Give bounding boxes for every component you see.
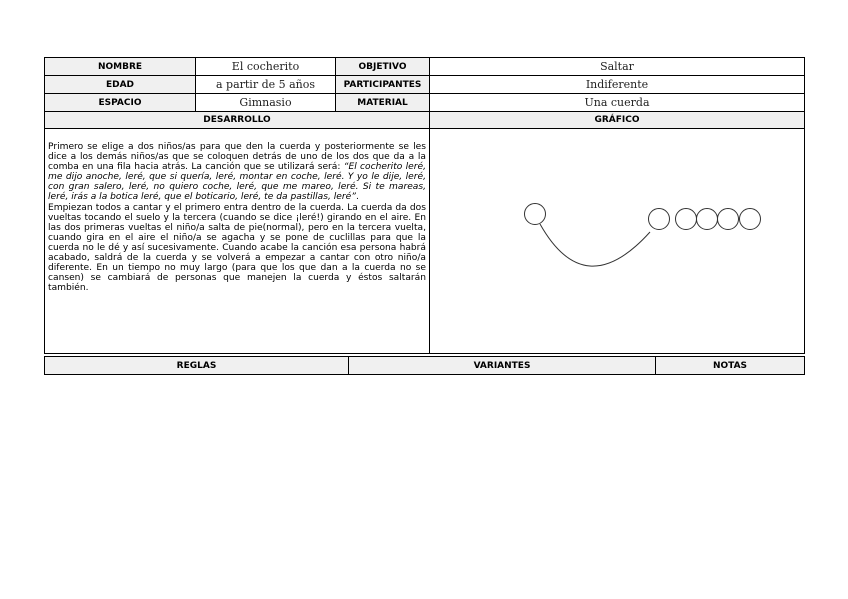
row-section-content	[45, 129, 805, 354]
notas-header: NOTAS	[656, 357, 805, 375]
desarrollo-text	[45, 129, 429, 293]
row-section-headers	[45, 112, 805, 129]
objetivo-value: Saltar	[430, 58, 805, 76]
grafico-header: GRÁFICO	[430, 112, 805, 129]
child-queue-icon	[740, 209, 761, 230]
material-value: Una cuerda	[430, 94, 805, 112]
rope-arc-icon	[540, 224, 650, 266]
row-rules-headers	[45, 357, 805, 375]
row-edad	[45, 76, 805, 94]
participantes-label: PARTICIPANTES	[336, 76, 430, 94]
desarrollo-cell	[45, 129, 430, 354]
grafico-cell	[430, 129, 805, 354]
desarrollo-paragraph-2: Empiezan todos a cantar y el primero entra dentro de la cuerda. La cuerda da dos vueltas tocando el suelo y la tercera (cuando se dice ¡leré!) girando en el aire. En las dos primeras vueltas el niño/a salta de pie(normal), pero en la tercera vuelta, cuando gira en el aire el niño/a se agacha y se pone de cuclillas para que la cuerda no le dé y así sucesivamente. Cuando acabe la canción esa persona habrá acabado, saldrá de la cuerda y se volverá a empezar a cantar con otro niño/a diferente. En un tiempo no muy largo (para que los que dan a la cuerda no se cansen) se cambiará de personas que manejen la cuerda y éstos saltarán también.	[48, 202, 426, 294]
edad-label: EDAD	[45, 76, 196, 94]
row-nombre	[45, 58, 805, 76]
child-queue-icon	[718, 209, 739, 230]
desarrollo-paragraph-1	[48, 142, 426, 203]
espacio-value: Gimnasio	[196, 94, 336, 112]
child-queue-icon	[676, 209, 697, 230]
activity-sheet-table	[44, 57, 805, 354]
jump-rope-diagram	[430, 129, 805, 353]
edad-value: a partir de 5 años	[196, 76, 336, 94]
espacio-label: ESPACIO	[45, 94, 196, 112]
row-espacio	[45, 94, 805, 112]
variantes-header: VARIANTES	[349, 357, 656, 375]
nombre-label: NOMBRE	[45, 58, 196, 76]
song-end-punct: .	[355, 192, 359, 203]
reglas-header: REGLAS	[45, 357, 349, 375]
objetivo-label: OBJETIVO	[336, 58, 430, 76]
desarrollo-header: DESARROLLO	[45, 112, 430, 129]
song-lyrics: “El cocherito leré, me dijo anoche, leré, que si quería, leré, montar en coche, leré. Y yo le dije, leré, con gran salero, leré, no quiero coche, leré, que me mareo, leré. Si te mareas, leré, irás a la botica leré, que el boticario, leré, te da pastillas, leré”	[48, 162, 426, 203]
desarrollo-intro: Primero se elige a dos niños/as para que den la cuerda y posteriormente se les dice a los demás niños/as que se coloquen detrás de uno de los dos que da a la comba en una fila hacia atrás. La canción que se utilizará será:	[48, 142, 426, 173]
material-label: MATERIAL	[336, 94, 430, 112]
nombre-value: El cocherito	[196, 58, 336, 76]
child-queue-icon	[649, 209, 670, 230]
child-queue-icon	[697, 209, 718, 230]
rules-table	[44, 356, 805, 375]
rope-swinger-left-icon	[525, 204, 546, 225]
participantes-value: Indiferente	[430, 76, 805, 94]
